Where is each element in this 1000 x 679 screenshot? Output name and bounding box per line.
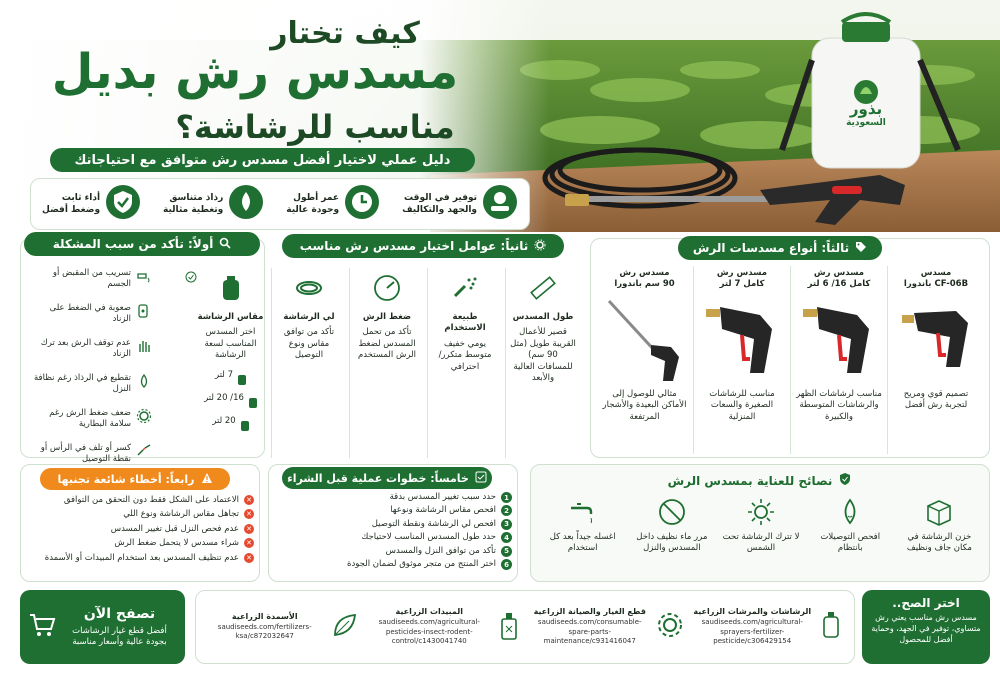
list-item [28, 538, 254, 549]
section-types-title [678, 236, 882, 260]
shield-check-icon [838, 471, 852, 490]
gear-icon [534, 239, 546, 254]
size-item [212, 416, 248, 435]
section-steps-label: خامساً: خطوات عملية قبل الشراء [287, 471, 469, 485]
benefit-line2: وضغط أفضل [42, 205, 101, 215]
money-hand-icon [482, 184, 518, 224]
spray-gun-icon [892, 295, 980, 389]
conclusion-box [862, 590, 990, 664]
type-name-line2: 90 سم باندورا [614, 279, 675, 290]
factor-card [271, 268, 346, 458]
gear-icon [136, 408, 152, 428]
footer-link-title: قطع الغيار والصيانة الزراعية [533, 607, 646, 617]
list-item [278, 546, 512, 557]
list-item [28, 524, 254, 535]
close-icon: ✕ [244, 538, 254, 548]
close-icon: ✕ [244, 509, 254, 519]
footer-links [195, 590, 855, 664]
section-care-label: نصائح للعناية بمسدس الرش [667, 473, 833, 488]
title-line2: مسدس رش بديل [51, 44, 459, 100]
problem-text: كسر أو تلف في الرأس أو نقطة التوصيل [40, 443, 131, 465]
bottle-icon [497, 609, 521, 645]
problem-text: تسريب من المقبض أو الجسم [52, 268, 131, 290]
type-name-line2: كامل 16/ 6 لتر [807, 279, 871, 290]
care-tip-text: خزن الرشاشة في مكان جاف ونظيف [906, 532, 972, 554]
care-tip [809, 496, 891, 555]
type-name-line1: مسدس رش [619, 268, 670, 278]
type-card [596, 266, 693, 454]
hand-stop-icon [136, 338, 152, 358]
cart-icon [28, 611, 56, 643]
section-mistakes-title [40, 468, 230, 490]
size-list [197, 370, 264, 435]
footer-link-url[interactable]: saudiseeds.com/agricultural-sprayers-fertilizer-pesticide/c306429154 [701, 618, 803, 646]
faucet-icon [542, 496, 624, 532]
water-drops-icon [228, 184, 264, 224]
problem-text: ضعف ضغط الرش رغم سلامة البطارية [49, 408, 131, 430]
footer-link-title: المبيدات الزراعية [395, 607, 463, 617]
benefit-line1: توفير في الوقت [404, 192, 478, 203]
care-tips [538, 496, 984, 555]
factor-title: ضغط الرش [362, 312, 412, 322]
tank-icon [249, 393, 257, 412]
checklist-icon [475, 471, 487, 486]
section-problem-label: أولاً: تأكد من سبب المشكلة [52, 237, 214, 251]
mistake-text: تجاهل مقاس الرشاشة ونوع اللي [123, 509, 239, 520]
type-name-line1: مسدس [920, 268, 952, 278]
list-item [32, 338, 152, 367]
subtitle-text: دليل عملي لاختيار أفضل مسدس رش متوافق مع احتياجاتك [74, 152, 451, 168]
type-card [887, 266, 984, 454]
size-label: 7 لتر [215, 369, 233, 380]
mistakes-list [28, 495, 254, 564]
section-factors-label: ثانياً: عوامل اختيار مسدس رش مناسب [299, 239, 529, 253]
cta-text: أفضل قطع غيار الرشاشات بجودة عالية وأسعار مناسبة [72, 625, 167, 647]
benefit-item [402, 184, 518, 224]
care-tip [898, 496, 980, 555]
tank-icon [197, 272, 264, 308]
gauge-icon [354, 272, 420, 308]
factor-card [193, 268, 268, 458]
step-number: 6 [501, 559, 512, 570]
factor-title: مقاس الرشاشة [197, 312, 264, 322]
type-desc: تصميم قوي ومريح لتجربة رش أفضل [903, 388, 969, 411]
factor-card [349, 268, 424, 458]
step-number: 4 [501, 532, 512, 543]
list-item [278, 505, 512, 516]
step-number: 5 [501, 546, 512, 557]
step-text: افحص مقاس الرشاشة ونوعها [390, 505, 496, 516]
clock-icon [344, 184, 380, 224]
section-types-label: ثالثاً: أنواع مسدسات الرش [692, 241, 850, 255]
step-text: حدد سبب تغيير المسدس بدقة [389, 492, 496, 502]
spray-gun-icon [795, 295, 883, 389]
factors-grid [190, 268, 580, 458]
no-dirt-icon [631, 496, 713, 532]
care-tip-text: افحص التوصيلات بانتظام [820, 532, 881, 554]
footer-link[interactable] [204, 611, 359, 643]
care-tip-text: لا تترك الرشاشة تحت الشمس [722, 532, 800, 554]
tag-icon [855, 241, 867, 256]
leaf-icon [331, 611, 359, 643]
tank-icon [241, 416, 249, 435]
list-item [278, 532, 512, 543]
brand-logo [830, 100, 902, 128]
benefit-line2: وجودة عالية [286, 205, 340, 215]
type-name-line1: مسدس رش [813, 268, 865, 278]
list-item [32, 373, 152, 402]
list-item [32, 268, 152, 297]
factor-text: تأكد من تحمل المسدس لضغط الرش المستخدم [358, 327, 416, 361]
footer-link-title: الرشاشات والمرشات الزراعية [693, 607, 812, 617]
factor-text: قصير للأعمال القريبة طويل (مثل 90 سم) للمسافات العالية والأبعد [510, 327, 576, 384]
step-text: افحص لي الرشاشة ونقطة التوصيل [371, 518, 496, 529]
types-grid [596, 266, 984, 454]
close-icon: ✕ [244, 495, 254, 505]
step-number: 2 [501, 505, 512, 516]
type-name-line2: كامل 7 لتر [719, 279, 765, 290]
factor-text: يومي خفيف متوسط متكرر/ احترافي [438, 338, 492, 372]
list-item [28, 495, 254, 506]
factor-card [427, 268, 502, 458]
size-item [204, 393, 257, 412]
section-mistakes-label: رابعاً: أخطاء شائعة تجنبها [57, 472, 195, 486]
factor-title: طول المسدس [512, 312, 574, 322]
factor-title: طبيعة الاستخدام [444, 312, 486, 334]
problem-text: صعوبة في الضغط على الزناد [49, 303, 131, 325]
step-text: حدد طول المسدس المناسب لاحتياجك [361, 532, 496, 543]
benefits-bar [30, 178, 530, 230]
footer-link-title: الأسمدة الزراعية [231, 612, 298, 622]
broken-icon [136, 443, 152, 463]
ruler-icon [510, 272, 576, 308]
gear-icon [656, 611, 684, 643]
section-factors-title [282, 234, 564, 258]
step-number: 1 [501, 492, 512, 503]
care-tip-text: مرر ماء نظيف داخل المسدس والنزل [636, 532, 708, 554]
step-text: اختر المنتج من متجر موثوق لضمان الجودة [347, 559, 496, 570]
subtitle-banner [50, 148, 475, 172]
title-line3: مناسب للرشاشة؟ [175, 108, 455, 146]
factor-text: اختر المسدس المناسب لسعة الرشاشة [204, 327, 257, 361]
footer-link[interactable] [691, 607, 846, 646]
footer-link[interactable] [366, 607, 521, 646]
close-icon: ✕ [244, 553, 254, 563]
factor-title: لي الرشاشة [283, 312, 335, 322]
benefit-item [163, 184, 264, 224]
benefit-line2: والجهد والتكاليف [402, 205, 478, 215]
type-card [693, 266, 790, 454]
title-line1: كيف تختار [270, 16, 420, 51]
brand-logo-sub: السعودية [846, 118, 886, 128]
list-item [32, 408, 152, 437]
problem-text: تقطيع في الرذاذ رغم نظافة النزل [33, 373, 131, 395]
care-tip [542, 496, 624, 555]
factor-text: تأكد من توافق مقاس ونوع التوصيل [283, 327, 335, 361]
mistake-text: شراء مسدس لا يتحمل ضغط الرش [114, 538, 239, 549]
sprayer-icon [818, 609, 846, 645]
list-item [278, 519, 512, 530]
problem-text: عدم توقف الرش بعد ترك الزناد [40, 338, 131, 360]
steps-list [278, 492, 512, 571]
cta-box[interactable] [20, 590, 185, 664]
list-item [28, 509, 254, 520]
benefit-line1: رذاذ متناسق [169, 192, 224, 203]
size-label: 20 لتر [212, 415, 236, 426]
hose-icon [276, 272, 342, 308]
footer-link-url[interactable]: saudiseeds.com/fertilizers-ksa/c872032647 [217, 622, 312, 641]
drip-icon [136, 373, 152, 393]
section-steps-title [282, 467, 492, 489]
mistake-text: عدم تنظيف المسدس بعد استخدام المبيدات أو الأسمدة [44, 552, 239, 563]
step-text: تأكد من توافق النزل والمسدس [385, 545, 496, 556]
benefit-line1: عمر أطول [293, 192, 340, 203]
footer-link-url[interactable]: saudiseeds.com/consumable-spare-parts-maintenance/c931416047 [537, 618, 642, 646]
list-item [28, 553, 254, 564]
trigger-icon [136, 303, 152, 323]
benefit-item [42, 184, 141, 224]
type-desc: مثالي للوصول إلى الأماكن البعيدة والأشجار المرتفعة [602, 388, 687, 422]
section-care-title [640, 471, 880, 490]
footer-link[interactable] [529, 607, 684, 646]
tank-icon [238, 370, 246, 389]
size-item [215, 370, 246, 389]
problem-list [32, 268, 152, 472]
box-icon [898, 496, 980, 532]
benefit-line2: وتغطية مثالية [163, 205, 224, 215]
care-tip [720, 496, 802, 555]
mistake-text: عدم فحص النزل قبل تغيير المسدس [110, 523, 239, 534]
list-item [32, 303, 152, 332]
factor-card [505, 268, 580, 458]
benefit-item [286, 184, 380, 224]
conclusion-title: اختر الصح.. [892, 596, 960, 610]
step-number: 3 [501, 519, 512, 530]
brand-logo-word: بذور [849, 100, 883, 118]
care-tip [631, 496, 713, 555]
spray-icon [432, 272, 498, 308]
type-name-line2: CF-06B باندورا [903, 279, 969, 290]
footer-link-url[interactable]: saudiseeds.com/agricultural-pesticides-insect-rodent-control/c1430041740 [378, 618, 480, 646]
size-label: 16/ 20 لتر [204, 392, 244, 403]
long-spray-gun-icon [600, 295, 689, 389]
leak-icon [136, 268, 152, 288]
type-desc: مناسب للرشاشات الصغيرة والسعات المنزلية [709, 388, 775, 422]
spray-gun-icon [698, 295, 786, 389]
type-card [790, 266, 887, 454]
warning-icon [201, 472, 213, 487]
conclusion-text: مسدس رش مناسب يعني رش متساوي، توفير في الجهد، وحماية أفضل للمحصول [871, 613, 981, 644]
type-name-line1: مسدس رش [716, 268, 768, 278]
sun-icon [720, 496, 802, 532]
close-icon: ✕ [244, 524, 254, 534]
drop-icon [809, 496, 891, 532]
list-item [278, 492, 512, 503]
cta-title: تصفح الآن [83, 605, 156, 622]
care-tip-text: اغسله جيداً بعد كل استخدام [549, 532, 616, 554]
shield-check-icon [105, 184, 141, 224]
benefit-line1: أداء ثابت [61, 192, 101, 203]
mistake-text: الاعتماد على الشكل فقط دون التحقق من التوافق [63, 495, 239, 505]
list-item [278, 559, 512, 570]
type-desc: مناسب لرشاشات الظهر والرشاشات المتوسطة والكبيرة [796, 388, 882, 422]
